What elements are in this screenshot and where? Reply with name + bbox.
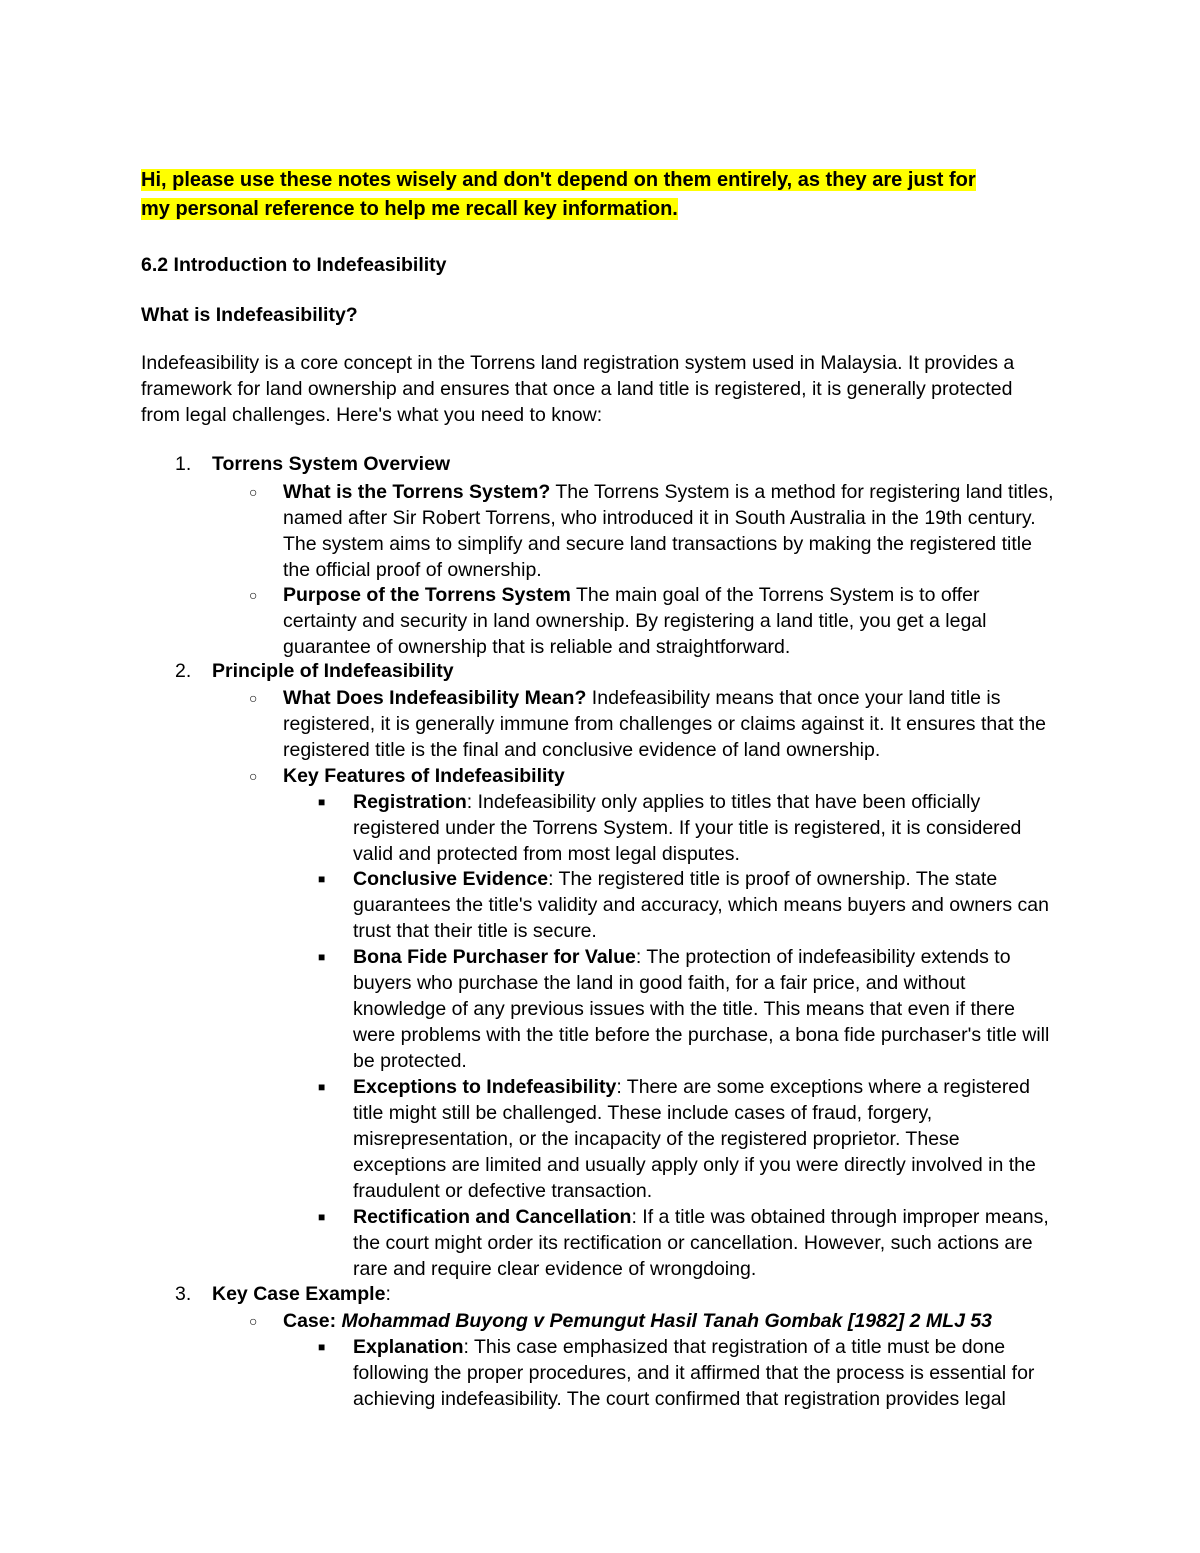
sub-item-text: The system aims to simplify and secure land transactions by making the registered title [283,533,1032,555]
feature-text: knowledge of any previous issues with the title. This means that even if there [353,998,1015,1020]
feature-label: Registration [353,791,467,813]
feature-text: buyers who purchase the land in good faith, for a fair price, and without [353,972,966,994]
feature-label: Conclusive Evidence [353,868,549,890]
sub-item-text: registered title is the final and conclusive evidence of land ownership. [283,739,881,761]
sub-item-label: What is the Torrens System? [283,481,551,503]
square-bullet-icon: ■ [318,950,326,964]
circle-bullet-icon: ○ [249,587,258,603]
feature-text: exceptions are limited and usually apply only if you were directly involved in the [353,1154,1036,1176]
list-item-title: Torrens System Overview [212,453,451,475]
list-item-title: Key Case Example [212,1283,386,1305]
intro-line: from legal challenges. Here's what you need to know: [141,404,603,426]
feature-text: be protected. [353,1050,467,1072]
case-prefix: Case: [283,1310,342,1332]
feature-text: the court might order its rectification or cancellation. However, such actions are [353,1232,1033,1254]
intro-paragraph [141,350,1041,428]
feature-label: Rectification and Cancellation [353,1206,632,1228]
sub-item-text: named after Sir Robert Torrens, who introduced it in South Australia in the 19th century. [283,507,1036,529]
feature-text: fraudulent or defective transaction. [353,1180,653,1202]
square-bullet-icon: ■ [318,1210,326,1224]
case-name: Mohammad Buyong v Pemungut Hasil Tanah Gombak [1982] 2 MLJ 53 [341,1310,993,1332]
section-heading: 6.2 Introduction to Indefeasibility [141,254,447,276]
circle-bullet-icon: ○ [249,484,258,500]
square-bullet-icon: ■ [318,872,326,886]
feature-text: : Indefeasibility only applies to titles that have been officially [466,791,981,813]
sub-item-text: guarantee of ownership that is reliable and straightforward. [283,636,791,658]
square-bullet-icon: ■ [318,1340,326,1354]
feature-text: valid and protected from most legal disputes. [353,843,740,865]
feature-label: Exceptions to Indefeasibility [353,1076,617,1098]
sub-item-text: The main goal of the Torrens System is to offer [570,584,980,606]
feature-text: : The protection of indefeasibility extends to [635,946,1011,968]
circle-bullet-icon: ○ [249,690,258,706]
sub-item-text: the official proof of ownership. [283,559,542,581]
feature-text: were problems with the title before the purchase, a bona fide purchaser's title will [353,1024,1050,1046]
circle-bullet-icon: ○ [249,768,258,784]
feature-text: : If a title was obtained through improper means, [631,1206,1049,1228]
list-number: 3. [175,1283,192,1305]
list-number: 1. [175,453,192,475]
intro-line: Indefeasibility is a core concept in the Torrens land registration system used in Malaysia. It provides a [141,352,1015,374]
feature-text: rare and require clear evidence of wrongdoing. [353,1258,757,1280]
explanation-text: following the proper procedures, and it affirmed that the process is essential for [353,1362,1035,1384]
sub-item-text: registered, it is generally immune from challenges or claims against it. It ensures that the [283,713,1047,735]
list-item-title: Principle of Indefeasibility [212,660,454,682]
feature-label: Bona Fide Purchaser for Value [353,946,636,968]
explanation-text: achieving indefeasibility. The court confirmed that registration provides legal [353,1388,1006,1410]
square-bullet-icon: ■ [318,795,326,809]
sub-item-label: What Does Indefeasibility Mean? [283,687,587,709]
list-number: 2. [175,660,192,682]
feature-text: : There are some exceptions where a registered [616,1076,1031,1098]
explanation-label: Explanation [353,1336,464,1358]
circle-bullet-icon: ○ [249,1313,258,1329]
sub-item-text: Indefeasibility means that once your land title is [586,687,1001,709]
feature-text: title might still be challenged. These include cases of fraud, forgery, [353,1102,933,1124]
feature-text: guarantees the title's validity and accuracy, which means buyers and owners can [353,894,1049,916]
explanation-text: : This case emphasized that registration of a title must be done [463,1336,1006,1358]
feature-text: misrepresentation, or the incapacity of the registered proprietor. These [353,1128,960,1150]
highlighted-notice [141,166,976,224]
sub-item-text: certainty and security in land ownership. By registering a land title, you get a legal [283,610,987,632]
subheading: What is Indefeasibility? [141,304,358,326]
feature-text: registered under the Torrens System. If your title is registered, it is considered [353,817,1022,839]
sub-item-label: Key Features of Indefeasibility [283,765,565,787]
feature-text: : The registered title is proof of ownership. The state [548,868,998,890]
feature-text: trust that their title is secure. [353,920,597,942]
intro-line: framework for land ownership and ensures that once a land title is registered, it is generally protected [141,378,1013,400]
square-bullet-icon: ■ [318,1080,326,1094]
list-item-title-suffix: : [385,1283,391,1305]
sub-item-text: The Torrens System is a method for registering land titles, [550,481,1054,503]
sub-item-label: Purpose of the Torrens System [283,584,571,606]
notice-line-1: Hi, please use these notes wisely and don't depend on them entirely, as they are just for [141,169,976,191]
notice-line-2: my personal reference to help me recall key information. [141,198,678,220]
